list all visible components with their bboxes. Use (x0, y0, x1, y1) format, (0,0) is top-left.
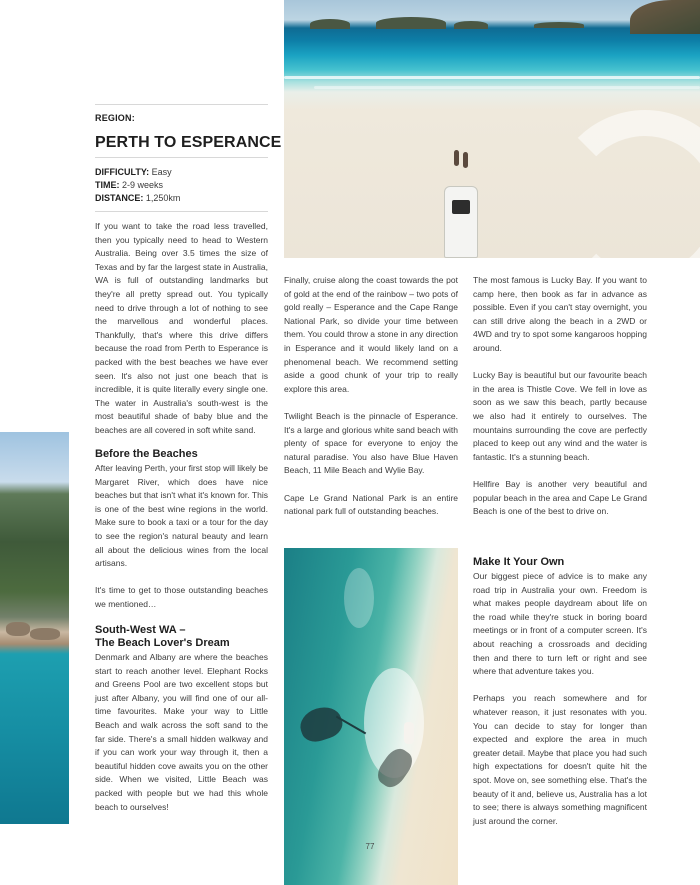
paragraph: Denmark and Albany are where the beaches start to reach another level. Elephant Rocks and Greens Pool are two excellent stops but just after Albany, you will find one of our all-time favourites. Make your way to Little Beach and walk across the soft sand to the far side. There's a small hidden walkway and if you can work your way through it, then a beautiful hidden cove awaits you on the other side. When we visited, Little Beach was packed with people but we had this whole beach to ourselves! (95, 652, 268, 812)
island-shape (534, 22, 584, 28)
paragraph: Cape Le Grand National Park is an entire national park full of outstanding beaches. (284, 492, 458, 517)
paragraph: After leaving Perth, your first stop will likely be Margaret River, which does have nice beaches but that isn't what it's known for. This is one of the best wine regions in the world. Make sure to book a taxi or a tour for the day to see the region's natural beauty and learn all about the delicious wines from the local artisans. (95, 463, 268, 569)
paragraph: Finally, cruise along the coast towards the pot of gold at the end of the rainbow – two pots of gold really – Esperance and the Cape Range National Park, so divide your time between them. You could throw a stone in any direction in Esperance and it would likely land on a phenomenal beach. We recommend setting aside a good chunk of your trip to really explore this area. (284, 275, 458, 394)
column-3-bottom (473, 570, 647, 828)
headland-shape (630, 0, 700, 34)
beach-hero-photo (284, 0, 700, 258)
heading-make-it-your-own: Make It Your Own (473, 556, 565, 568)
person-figure (454, 150, 459, 166)
rock-shape (30, 628, 60, 640)
paragraph: The most famous is Lucky Bay. If you want to camp here, then book as far in advance as possible. Even if you can't stay overnight, you can still drive along the beach in a 2WD or 4WD and try to spot some kangaroos hopping around. (473, 275, 647, 353)
page-number: 77 (365, 842, 375, 851)
column-1-intro (95, 220, 268, 438)
time-line: TIME: 2-9 weeks (95, 180, 164, 190)
page-title: PERTH TO ESPERANCE (95, 134, 282, 151)
column-3-top (473, 274, 647, 519)
meta-rule (95, 211, 268, 212)
column-2 (284, 274, 458, 519)
difficulty-line: DIFFICULTY: Easy (95, 167, 172, 177)
column-1-section-1 (95, 462, 268, 612)
title-rule (95, 157, 268, 158)
intro-paragraph: If you want to take the road less travelled, then you typically need to head to Western Australia. Being over 3.5 times the size of Texas and by far the largest state in Australia, WA is full of outstanding landmarks but they're all pretty spread out. You typically need to drive through a lot of nothing to see the marvellous and wonderful places. Thankfully, that's where this drive differs because the road from Perth to Esperance is packed with the best beaches we have ever seen. It's also not just one beach that is incredible, it is quite literally every single one. The water in Australia's south-west is the most beautiful shade of baby blue and the beaches are all covered in soft white sand. (95, 221, 268, 435)
coast-strip-photo (0, 432, 69, 824)
paragraph: Perhaps you reach somewhere and for whatever reason, it just resonates with you. You can decide to stay for longer than expected and explore the area in much greater detail. Maybe that place you had such high expectations for doesn't quite hit the spot. Move on, see something else. That's the beauty of it and, believe us, Australia has a lot to see; there is always something magnificent just around the corner. (473, 693, 647, 826)
heading-before-beaches: Before the Beaches (95, 448, 198, 460)
paragraph: Hellfire Bay is another very beautiful and popular beach in the area and Cape Le Grand Beach is one of the best to drive on. (473, 478, 647, 517)
foam-shape (344, 568, 374, 628)
paragraph: Twilight Beach is the pinnacle of Esperance. It's a large and glorious white sand beach with plenty of space for everyone to enjoy the natural paradise. You also have Blue Haven Beach, 11 Mile Beach and Wylie Bay. (284, 410, 458, 476)
top-rule (95, 104, 268, 105)
wave-line (284, 76, 700, 79)
island-shape (454, 21, 488, 29)
watermark-logo (550, 110, 700, 258)
trip-meta (95, 166, 268, 205)
aerial-beach-photo (284, 548, 458, 885)
heading-south-west-wa: South-West WA – The Beach Lover's Dream (95, 624, 230, 649)
wave-line (314, 86, 700, 89)
paragraph: It's time to get to those outstanding beaches we mentioned… (95, 585, 268, 609)
camper-van (444, 186, 478, 258)
stingray-shape (296, 702, 346, 745)
region-label: REGION: (95, 113, 135, 123)
distance-line: DISTANCE: 1,250km (95, 193, 181, 203)
roof-rack (452, 200, 470, 214)
island-shape (310, 19, 350, 29)
island-shape (376, 17, 446, 29)
person-figure (463, 152, 468, 168)
person-figure (404, 722, 414, 744)
paragraph: Our biggest piece of advice is to make any road trip in Australia your own. Freedom is what makes people daydream about life on the road while they're stuck in boring board meetings or in front of a computer screen. It's about reaching a crossroads and deciding then and there to turn left or right and see where that adventure takes you. (473, 571, 647, 677)
rock-shape (6, 622, 30, 636)
column-1-section-2 (95, 651, 268, 814)
paragraph: Lucky Bay is beautiful but our favourite beach in the area is Thistle Cove. We fell in love as soon as we saw this beach, partly because we also had it entirely to ourselves. The mountains surrounding the cove are perfectly placed to keep out any wind and the water is fantastic. It's a stunning beach. (473, 370, 647, 462)
